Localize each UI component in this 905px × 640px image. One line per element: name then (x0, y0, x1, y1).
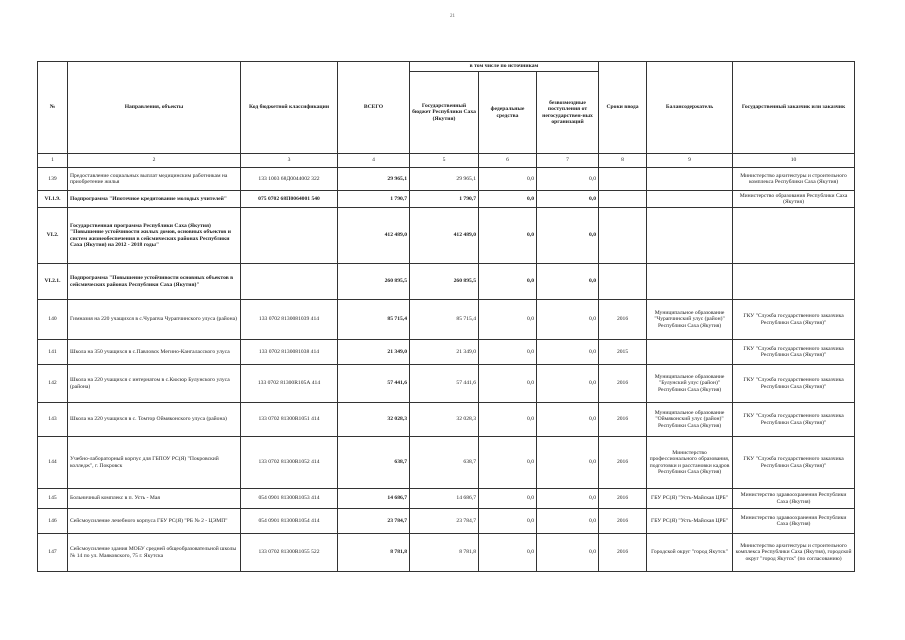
row-free: 0,0 (537, 300, 599, 340)
row-name: Подпрограмма "Ипотечное кредитование молодых учителей" (68, 191, 241, 208)
table-row (38, 534, 855, 572)
row-free: 0,0 (537, 437, 599, 489)
row-number: 142 (38, 365, 68, 403)
row-federal: 0,0 (479, 208, 537, 264)
row-federal: 0,0 (479, 168, 537, 191)
header-free: безвозмездные поступления от негосударствен-ных организаций (537, 72, 599, 154)
row-code: 133 0702 8130081038 414 (241, 340, 338, 365)
header-code: Код бюджетной классификации (241, 62, 338, 154)
col-number: 2 (68, 154, 241, 168)
row-free: 0,0 (537, 509, 599, 534)
row-federal: 0,0 (479, 437, 537, 489)
row-state-budget: 23 784,7 (410, 509, 479, 534)
row-federal: 0,0 (479, 340, 537, 365)
row-name: Больничный комплекс в п. Усть - Мая (68, 489, 241, 509)
row-customer: ГКУ "Служба государственного заказчика Республики Саха (Якутия)" (733, 365, 855, 403)
row-term: 2016 (599, 509, 647, 534)
row-free: 0,0 (537, 168, 599, 191)
row-term: 2016 (599, 534, 647, 572)
row-federal: 0,0 (479, 534, 537, 572)
row-federal: 0,0 (479, 300, 537, 340)
col-number: 10 (733, 154, 855, 168)
col-number: 4 (338, 154, 410, 168)
row-code: 054 0901 81300R1054 414 (241, 509, 338, 534)
row-holder (647, 340, 733, 365)
row-customer: ГКУ "Служба государственного заказчика Республики Саха (Якутия)" (733, 437, 855, 489)
header-holder: Балансодержатель (647, 62, 733, 154)
row-state-budget: 8 781,8 (410, 534, 479, 572)
row-customer: ГКУ "Служба государственного заказчика Республики Саха (Якутия)" (733, 403, 855, 437)
row-state-budget: 57 441,6 (410, 365, 479, 403)
col-number: 8 (599, 154, 647, 168)
row-federal: 0,0 (479, 509, 537, 534)
row-customer: Министерство здравоохранения Республики Саха (Якутия) (733, 489, 855, 509)
row-customer: Министерство образования Республики Саха (Якутия) (733, 191, 855, 208)
col-number: 1 (38, 154, 68, 168)
page-number: 21 (450, 14, 455, 19)
header-state-budget: Государственный бюджет Республики Саха (Якутия) (410, 72, 479, 154)
col-number: 7 (537, 154, 599, 168)
row-term: 2016 (599, 403, 647, 437)
table-row (38, 489, 855, 509)
row-customer: Министерство здравоохранения Республики Саха (Якутия) (733, 509, 855, 534)
row-holder (647, 168, 733, 191)
table-row (38, 168, 855, 191)
row-code: 075 0702 68П0064001 540 (241, 191, 338, 208)
row-total: 638,7 (338, 437, 410, 489)
row-code: 133 0702 81300R1052 414 (241, 437, 338, 489)
row-total: 21 349,0 (338, 340, 410, 365)
row-federal: 0,0 (479, 403, 537, 437)
row-number: 141 (38, 340, 68, 365)
row-holder (647, 264, 733, 300)
row-term: 2015 (599, 340, 647, 365)
row-total: 1 790,7 (338, 191, 410, 208)
row-federal: 0,0 (479, 365, 537, 403)
row-state-budget: 638,7 (410, 437, 479, 489)
row-name: Школа на 220 учащихся с интернатом в с.Кюсюр Булунского улуса (района) (68, 365, 241, 403)
row-holder: ГБУ РС(Я) "Усть-Майская ЦРБ" (647, 489, 733, 509)
row-customer: ГКУ "Служба государственного заказчика Республики Саха (Якутия)" (733, 340, 855, 365)
header-direction: Направления, объекты (68, 62, 241, 154)
header-federal: федеральные средства (479, 72, 537, 154)
row-state-budget: 85 715,4 (410, 300, 479, 340)
row-code: 133 1003 68Д0044002 322 (241, 168, 338, 191)
table-row (38, 208, 855, 264)
row-total: 57 441,6 (338, 365, 410, 403)
row-state-budget: 29 965,1 (410, 168, 479, 191)
row-number: VI.2.1. (38, 264, 68, 300)
row-number: 147 (38, 534, 68, 572)
row-total: 85 715,4 (338, 300, 410, 340)
row-term (599, 264, 647, 300)
row-customer: ГКУ "Служба государственного заказчика Республики Саха (Якутия)" (733, 300, 855, 340)
row-term: 2016 (599, 489, 647, 509)
table-row (38, 300, 855, 340)
row-free: 0,0 (537, 403, 599, 437)
row-state-budget: 32 028,3 (410, 403, 479, 437)
row-customer (733, 208, 855, 264)
row-number: 146 (38, 509, 68, 534)
row-holder (647, 208, 733, 264)
row-free: 0,0 (537, 534, 599, 572)
row-term (599, 208, 647, 264)
header-customer: Государственный заказчик или заказчик (733, 62, 855, 154)
row-free: 0,0 (537, 264, 599, 300)
row-total: 29 965,1 (338, 168, 410, 191)
row-code: 133 0702 81300R105А 414 (241, 365, 338, 403)
header-term: Сроки ввода (599, 62, 647, 154)
row-state-budget: 21 349,0 (410, 340, 479, 365)
header-no: № (38, 62, 68, 154)
table-row (38, 403, 855, 437)
budget-table (37, 61, 855, 572)
row-federal: 0,0 (479, 489, 537, 509)
row-code: 133 0702 81300R1055 522 (241, 534, 338, 572)
row-holder: ГБУ РС(Я) "Усть-Майская ЦРБ" (647, 509, 733, 534)
row-number: VI.2. (38, 208, 68, 264)
col-number: 3 (241, 154, 338, 168)
row-free: 0,0 (537, 191, 599, 208)
row-number: 139 (38, 168, 68, 191)
row-code: 133 0702 81300R1051 414 (241, 403, 338, 437)
table-row (38, 264, 855, 300)
table-row (38, 365, 855, 403)
row-number: 140 (38, 300, 68, 340)
row-holder: Муниципальное образование "Оймяконский улус (район)" Республики Саха (Якутия) (647, 403, 733, 437)
row-total: 412 489,0 (338, 208, 410, 264)
row-holder: Городской округ "город Якутск" (647, 534, 733, 572)
row-term (599, 168, 647, 191)
row-term: 2016 (599, 365, 647, 403)
row-code: 133 0702 8130081039 414 (241, 300, 338, 340)
table-row (38, 340, 855, 365)
row-name: Государственная программа Республики Саха (Якутия) "Повышение устойчивости жилых домов, основных объектов и систем жизнеобеспечения в сейсмических районах Республики Саха (Якутия) на 2012 - 2018 годы" (68, 208, 241, 264)
row-federal: 0,0 (479, 264, 537, 300)
row-holder: Муниципальное образование "Булунский улус (район)" Республики Саха (Якутия) (647, 365, 733, 403)
row-number: VI.1.9. (38, 191, 68, 208)
row-total: 23 784,7 (338, 509, 410, 534)
row-total: 8 781,8 (338, 534, 410, 572)
row-name: Предоставление социальных выплат медицинским работникам на приобретение жилья (68, 168, 241, 191)
row-name: Школа на 220 учащихся в с. Томтор Оймяконского улуса (района) (68, 403, 241, 437)
row-federal: 0,0 (479, 191, 537, 208)
row-holder: Министерство профессионального образования, подготовки и расстановки кадров Республики Саха (Якутия) (647, 437, 733, 489)
table-row (38, 191, 855, 208)
row-customer (733, 264, 855, 300)
row-holder: Муниципальное образование "Чурапчинский улус (район)" Республики Саха (Якутия) (647, 300, 733, 340)
row-term: 2016 (599, 437, 647, 489)
header-sources-group: в том числе по источникам (410, 62, 599, 72)
row-name: Сейсмоусиление лечебного корпуса ГБУ РС(Я) "РБ № 2 - ЦЭМП" (68, 509, 241, 534)
table-row (38, 437, 855, 489)
row-number: 143 (38, 403, 68, 437)
row-total: 14 686,7 (338, 489, 410, 509)
col-number: 6 (479, 154, 537, 168)
row-state-budget: 260 895,5 (410, 264, 479, 300)
row-customer: Министерство архитектуры и строительного комплекса Республики Саха (Якутия) (733, 168, 855, 191)
row-code (241, 208, 338, 264)
row-total: 260 895,5 (338, 264, 410, 300)
row-term: 2016 (599, 300, 647, 340)
row-name: Сейсмоусиление здания МОБУ средней общеобразовательной школы № 14 по ул. Маяковского, 75 г. Якутска (68, 534, 241, 572)
row-customer: Министерство архитектуры и строительного комплекса Республики Саха (Якутия), городской округ "город Якутск" (по согласованию) (733, 534, 855, 572)
row-code (241, 264, 338, 300)
row-number: 145 (38, 489, 68, 509)
row-code: 054 0901 81300R1053 414 (241, 489, 338, 509)
header-total: ВСЕГО (338, 62, 410, 154)
col-number: 5 (410, 154, 479, 168)
row-number: 144 (38, 437, 68, 489)
row-name: Подпрограмма "Повышение устойчивости основных объектов в сейсмических районах Республики Саха (Якутия)" (68, 264, 241, 300)
row-free: 0,0 (537, 208, 599, 264)
row-total: 32 028,3 (338, 403, 410, 437)
col-number: 9 (647, 154, 733, 168)
row-free: 0,0 (537, 365, 599, 403)
row-free: 0,0 (537, 489, 599, 509)
table-row (38, 509, 855, 534)
row-name: Гимназия на 220 учащихся в с.Чурапча Чурапчинского улуса (района) (68, 300, 241, 340)
row-name: Учебно-лабораторный корпус для ГБПОУ РС(Я) "Покровский колледж", г. Покровск (68, 437, 241, 489)
row-state-budget: 412 489,0 (410, 208, 479, 264)
row-holder (647, 191, 733, 208)
row-state-budget: 1 790,7 (410, 191, 479, 208)
row-term (599, 191, 647, 208)
row-state-budget: 14 686,7 (410, 489, 479, 509)
row-free: 0,0 (537, 340, 599, 365)
row-name: Школа на 350 учащихся в с.Павловск Мегино-Кангаласского улуса (68, 340, 241, 365)
